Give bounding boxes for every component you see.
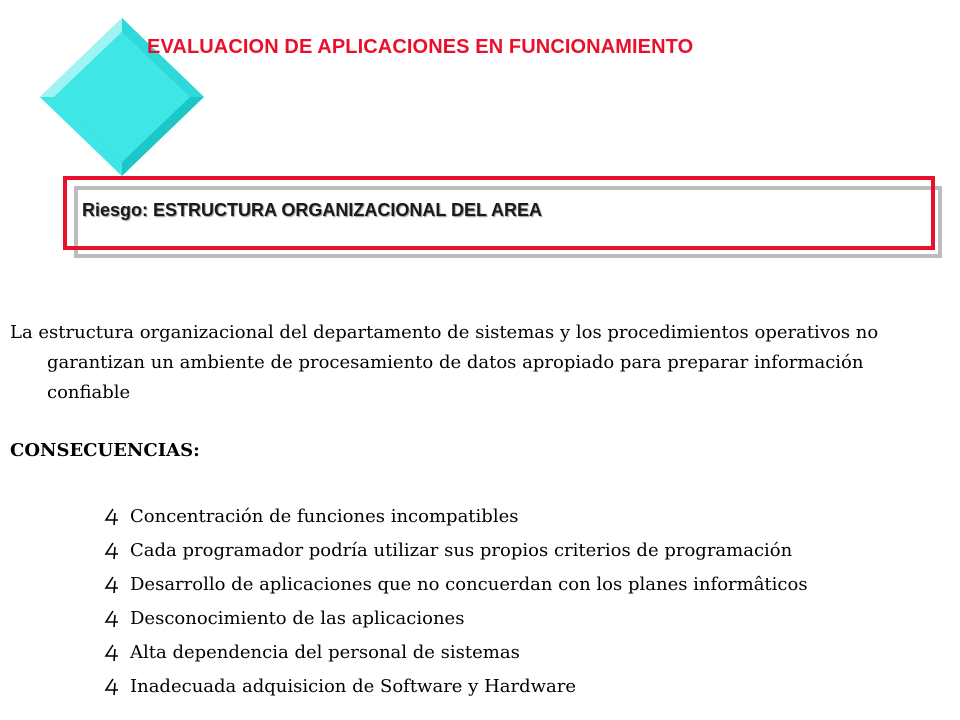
consequence-text: Concentración de funciones incompatibles	[130, 506, 519, 527]
description-paragraph: La estructura organizacional del departamento de sistemas y los procedimientos operativos no garantizan un ambiente de procesamiento de datos apropiado para preparar información confiable	[10, 322, 879, 403]
list-item	[103, 568, 808, 602]
numeral-four-bullet-icon	[103, 643, 127, 663]
list-item	[103, 636, 808, 670]
consequences-heading: CONSECUENCIAS:	[10, 440, 200, 461]
numeral-four-bullet-icon	[103, 541, 127, 561]
list-item	[103, 534, 808, 568]
list-item	[103, 500, 808, 534]
slide-title: EVALUACION DE APLICACIONES EN FUNCIONAMIENTO	[147, 36, 694, 58]
consequence-text: Alta dependencia del personal de sistemas	[130, 642, 520, 663]
numeral-four-bullet-icon	[103, 575, 127, 595]
list-item	[103, 602, 808, 636]
risk-label: Riesgo: ESTRUCTURA ORGANIZACIONAL DEL AREA	[82, 200, 543, 220]
numeral-four-bullet-icon	[103, 677, 127, 697]
consequences-list	[103, 500, 808, 704]
numeral-four-bullet-icon	[103, 507, 127, 527]
consequence-text: Cada programador podría utilizar sus propios criterios de programación	[130, 540, 793, 561]
list-item	[103, 670, 808, 704]
consequence-text: Desarrollo de aplicaciones que no concuerdan con los planes informâticos	[130, 574, 808, 595]
consequence-text: Inadecuada adquisicion de Software y Hardware	[130, 676, 577, 697]
consequence-text: Desconocimiento de las aplicaciones	[130, 608, 465, 629]
numeral-four-bullet-icon	[103, 609, 127, 629]
